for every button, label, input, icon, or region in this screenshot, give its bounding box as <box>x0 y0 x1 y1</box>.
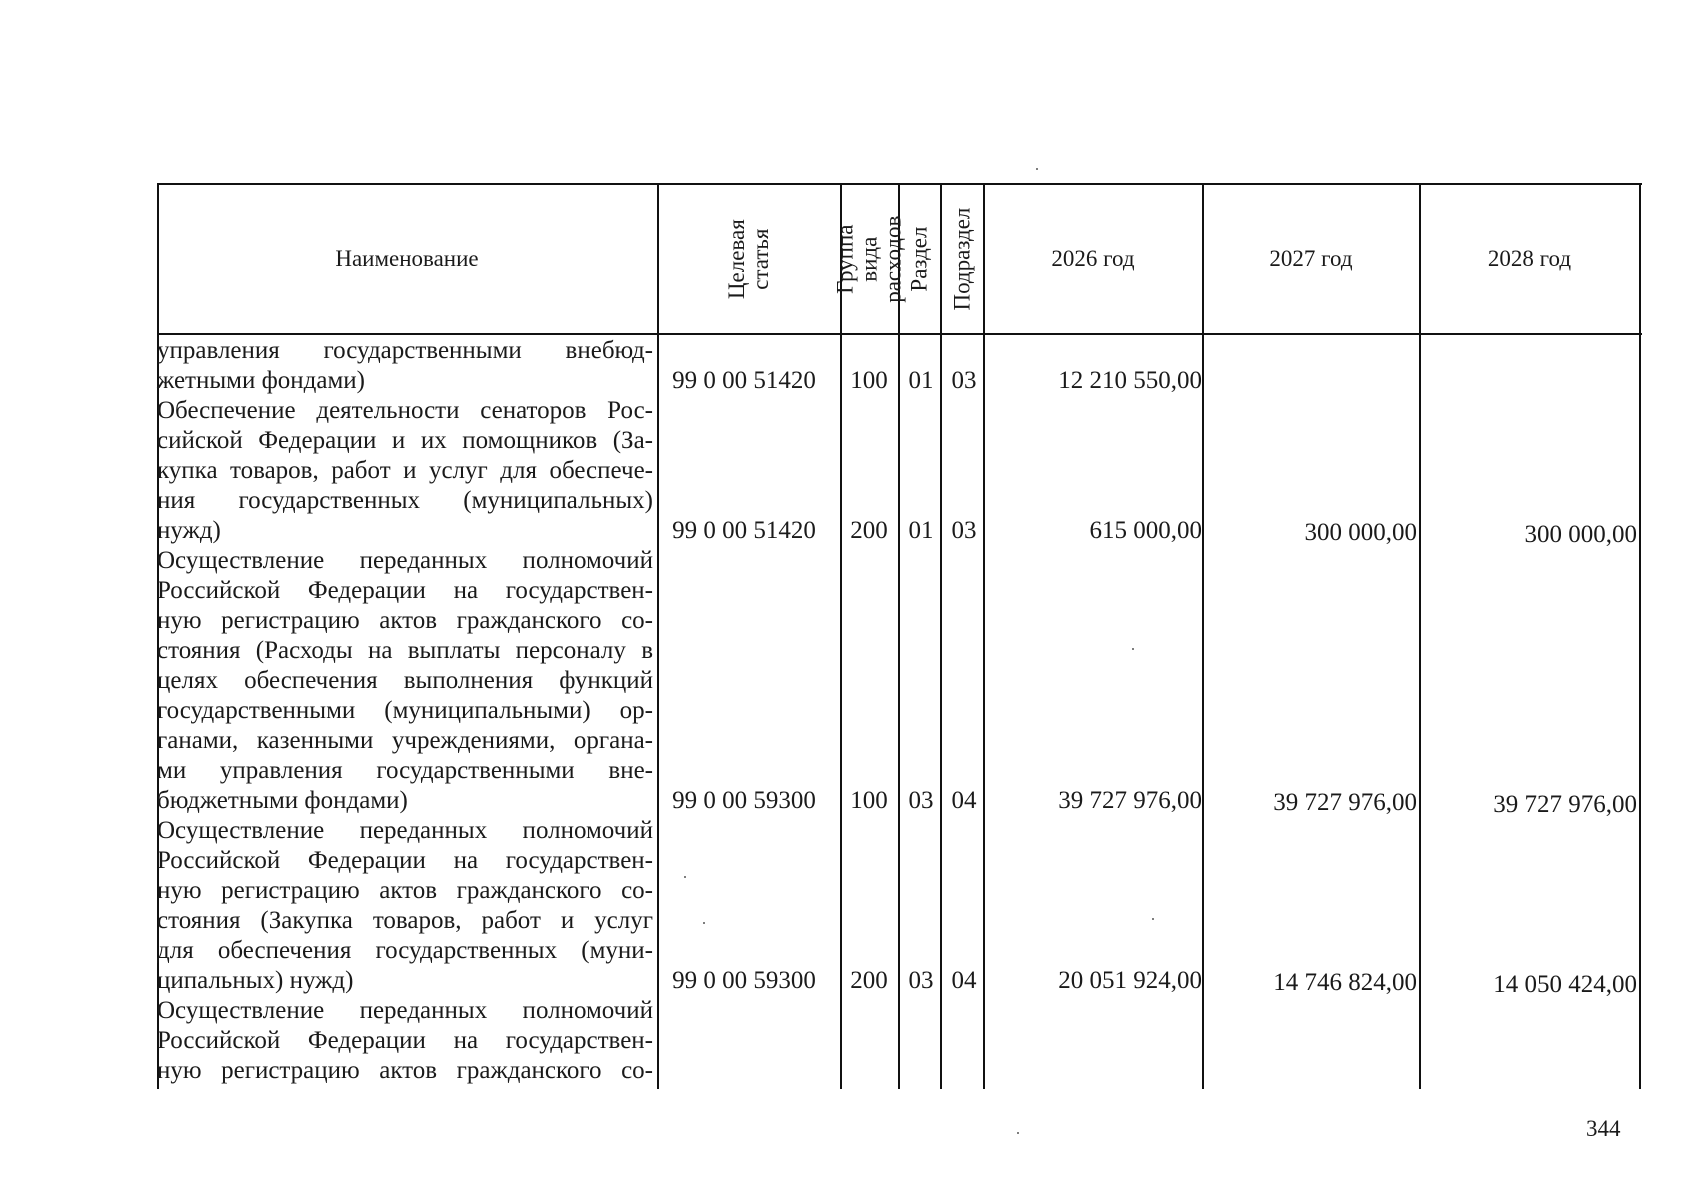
row-name: Осуществление переданных полномочий Российской Федерации на государствен- ную регистрацию актов гражданского со- стояния (Закупка товаров, работ и услуг для обеспечения государственных (муни- ципальных) нужд) <box>157 817 653 994</box>
scan-speck <box>703 922 705 924</box>
row-name: Осуществление переданных полномочий Российской Федерации на государствен- ную регистрацию актов гражданского со- стояния (Расходы на выплаты персоналу в целях обеспечения выполнения функций государственными (муниципальными) ор- ганами, казенными учреждениями, органа- ми управления государственными вне- бюджетными фондами) <box>157 547 653 814</box>
scan-speck <box>1036 168 1038 170</box>
header-year-2028: 2028 год <box>1487 245 1572 271</box>
amount-2026: 39 727 976,00 <box>1058 787 1202 814</box>
subsection-code: 04 <box>951 787 977 814</box>
row-name: Обеспечение деятельности сенаторов Рос- сийской Федерации и их помощников (За- купка товаров, работ и услуг для обеспече- ния государственных (муниципальных) нужд) <box>157 397 653 544</box>
section-code: 01 <box>908 367 934 394</box>
section-code: 03 <box>908 967 934 994</box>
amount-2026: 615 000,00 <box>1089 517 1202 544</box>
expense-group-code: 200 <box>850 517 888 544</box>
scan-speck <box>1132 648 1134 650</box>
expense-group-code: 100 <box>850 787 888 814</box>
row-name: Осуществление переданных полномочий Российской Федерации на государствен- ную регистрацию актов гражданского со- <box>157 997 653 1084</box>
expense-group-code: 200 <box>850 967 888 994</box>
amount-2027: 39 727 976,00 <box>1273 789 1417 816</box>
amount-2027: 300 000,00 <box>1304 519 1417 546</box>
target-article-code: 99 0 00 59300 <box>672 967 816 994</box>
scan-speck <box>1152 918 1154 920</box>
amount-2026: 20 051 924,00 <box>1058 967 1202 994</box>
target-article-code: 99 0 00 59300 <box>672 787 816 814</box>
amount-2028: 14 050 424,00 <box>1493 971 1637 998</box>
header-year-2026: 2026 год <box>1051 245 1135 271</box>
section-code: 01 <box>908 517 934 544</box>
header-expense-group: Группа вида расходов <box>832 215 906 303</box>
header-section: Раздел <box>906 226 932 292</box>
scan-speck <box>1017 1132 1019 1134</box>
header-subsection: Подраздел <box>948 207 974 311</box>
header-target-article: Целевая статья <box>723 219 773 299</box>
subsection-code: 03 <box>951 367 977 394</box>
subsection-code: 04 <box>951 967 977 994</box>
target-article-code: 99 0 00 51420 <box>672 367 816 394</box>
amount-2027: 14 746 824,00 <box>1273 969 1417 996</box>
scan-speck <box>684 876 686 878</box>
page-number: 344 <box>1586 1116 1621 1141</box>
section-code: 03 <box>908 787 934 814</box>
amount-2028: 300 000,00 <box>1524 521 1637 548</box>
table-right-border <box>1639 185 1641 1089</box>
subsection-code: 03 <box>951 517 977 544</box>
amount-2026: 12 210 550,00 <box>1058 367 1202 394</box>
expense-group-code: 100 <box>850 367 888 394</box>
target-article-code: 99 0 00 51420 <box>672 517 816 544</box>
header-year-2027: 2027 год <box>1269 245 1353 271</box>
row-name: управления государственными внебюд- жетными фондами) <box>157 337 653 394</box>
amount-2028: 39 727 976,00 <box>1493 791 1637 818</box>
budget-table <box>157 183 1642 1089</box>
header-name: Наименование <box>335 245 479 271</box>
